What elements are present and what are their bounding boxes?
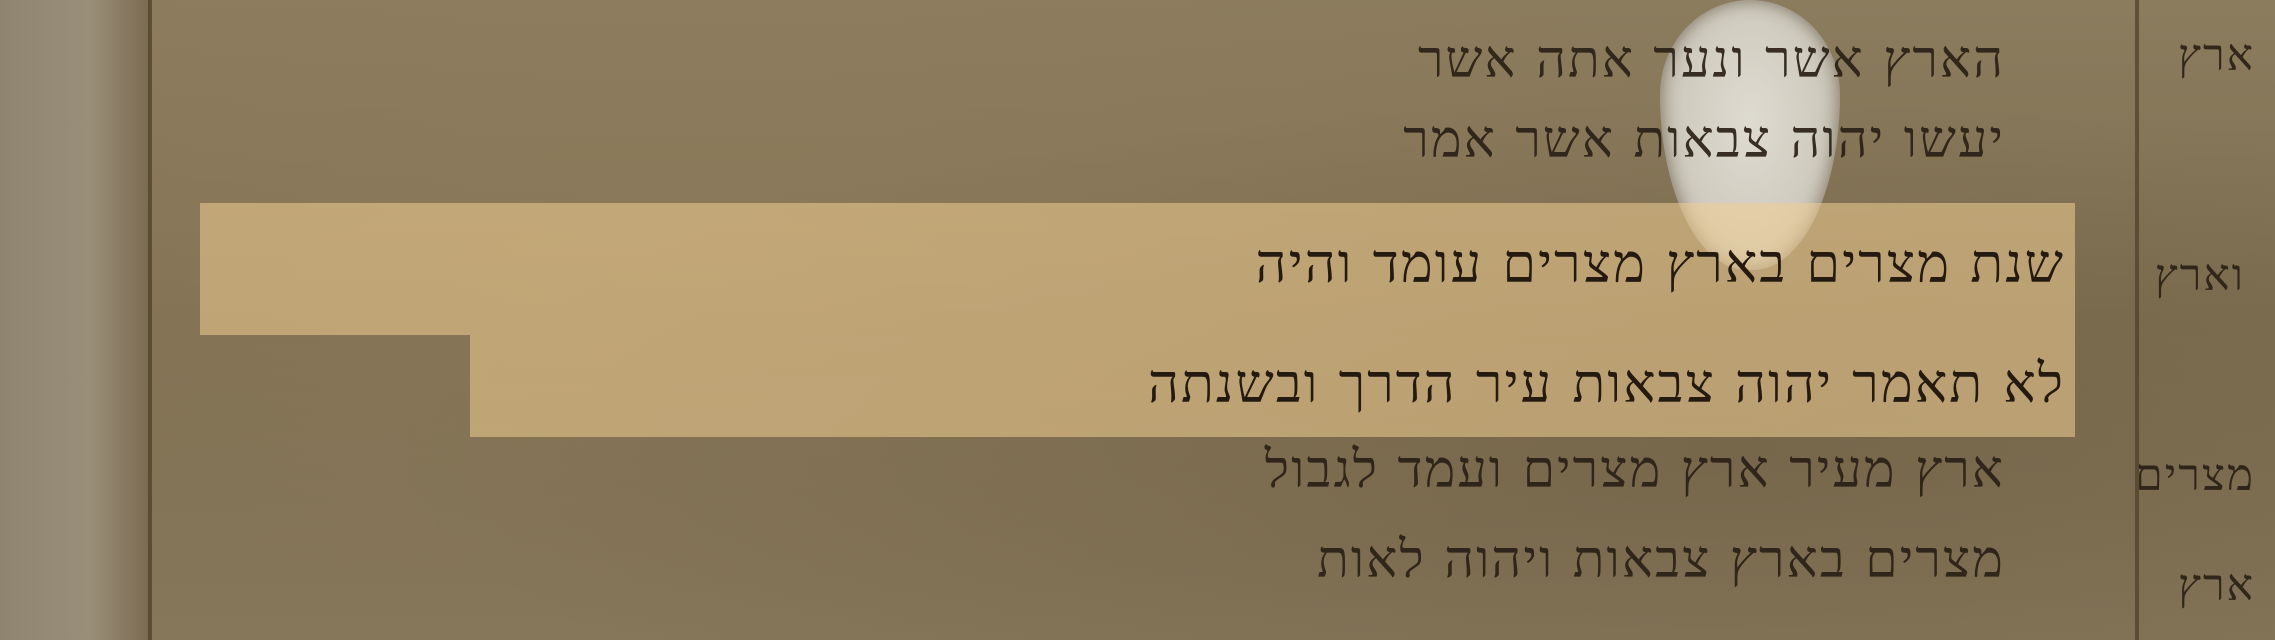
highlighted-line-1: שנת מצרים בארץ מצרים עומד והיה [1255, 232, 2065, 295]
text-line-1: הארץ אשר ונער אתה אשר [1417, 30, 2005, 90]
right-column-line-4: ארץ [2178, 560, 2255, 611]
right-column-line-2: וארץ [2154, 250, 2245, 301]
highlighted-line-2: לא תאמר יהוה צבאות עיר הדרך ובשנתה [1147, 352, 2065, 415]
scroll-left-margin [0, 0, 150, 640]
text-line-5: ארץ מעיר ארץ מצרים ועמד לגבול [1264, 440, 2005, 500]
column-seam-right [2135, 0, 2139, 640]
stitched-seam-left [148, 0, 152, 640]
text-line-2: יעשו יהוה צבאות אשר אמר [1403, 110, 2005, 170]
text-line-6: מצרים בארץ צבאות ויהוה לאות [1317, 530, 2005, 590]
right-column-line-1: ארץ [2178, 30, 2255, 81]
right-column-line-3: מצרים [2135, 450, 2255, 501]
